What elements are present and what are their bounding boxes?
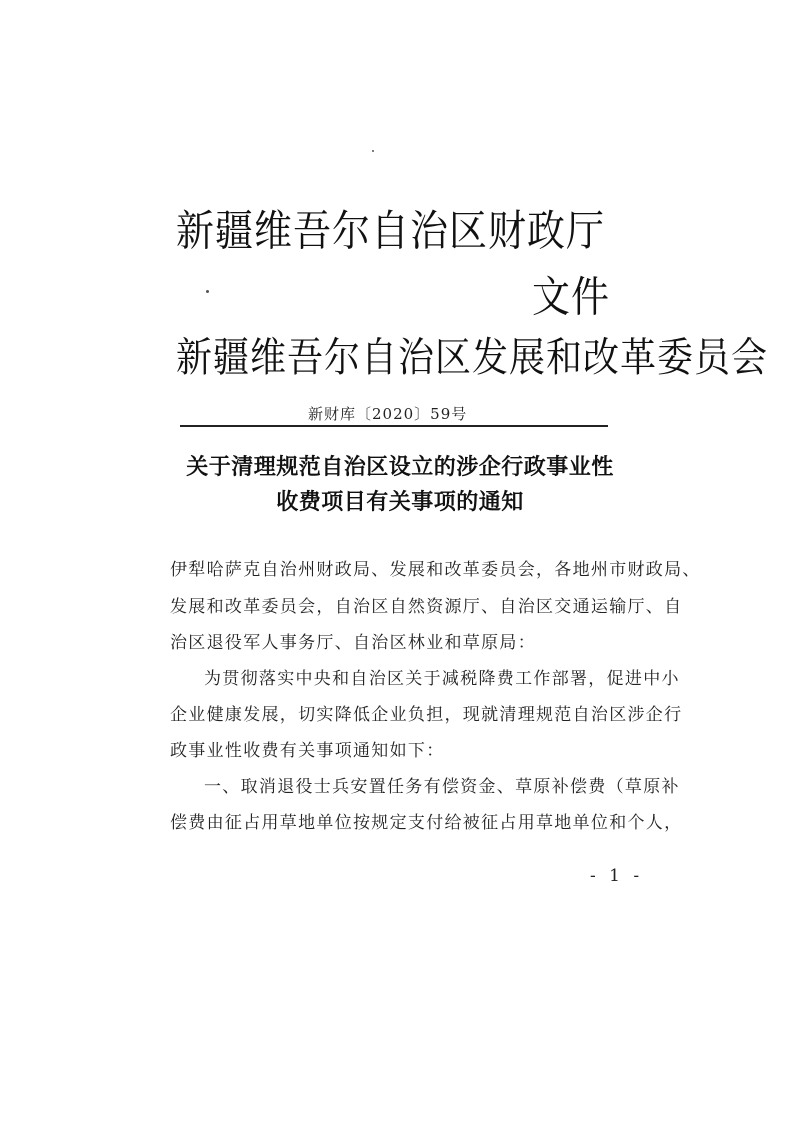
body-line-6: 政事业性收费有关事项通知如下： — [170, 741, 445, 761]
page-number: - 1 - — [590, 866, 644, 886]
scan-speck — [372, 150, 374, 152]
issuer-development-reform-commission: 新疆维吾尔自治区发展和改革委员会 — [176, 334, 769, 381]
body-line-1: 伊犁哈萨克自治州财政局、发展和改革委员会，各地州市财政局、 — [170, 560, 701, 580]
issuer-finance-department: 新疆维吾尔自治区财政厅 — [176, 206, 606, 256]
body-line-7: 一、取消退役士兵安置任务有偿资金、草原补偿费（草原补 — [204, 777, 680, 797]
document-label: 文件 — [532, 272, 611, 322]
notice-title-line-1: 关于清理规范自治区设立的涉企行政事业性 — [186, 454, 614, 480]
document-number: 新财库〔2020〕59号 — [308, 405, 468, 423]
body-line-8: 偿费由征占用草地单位按规定支付给被征占用草地单位和个人， — [170, 813, 683, 833]
scan-speck — [206, 290, 209, 293]
header-divider — [180, 425, 608, 427]
body-line-3: 治区退役军人事务厅、自治区林业和草原局： — [170, 633, 536, 653]
body-line-2: 发展和改革委员会，自治区自然资源厅、自治区交通运输厅、自 — [170, 597, 683, 617]
body-line-5: 企业健康发展，切实降低企业负担，现就清理规范自治区涉企行 — [170, 705, 683, 725]
notice-title-line-2: 收费项目有关事项的通知 — [276, 489, 524, 515]
body-line-4: 为贯彻落实中央和自治区关于减税降费工作部署，促进中小 — [204, 669, 680, 689]
